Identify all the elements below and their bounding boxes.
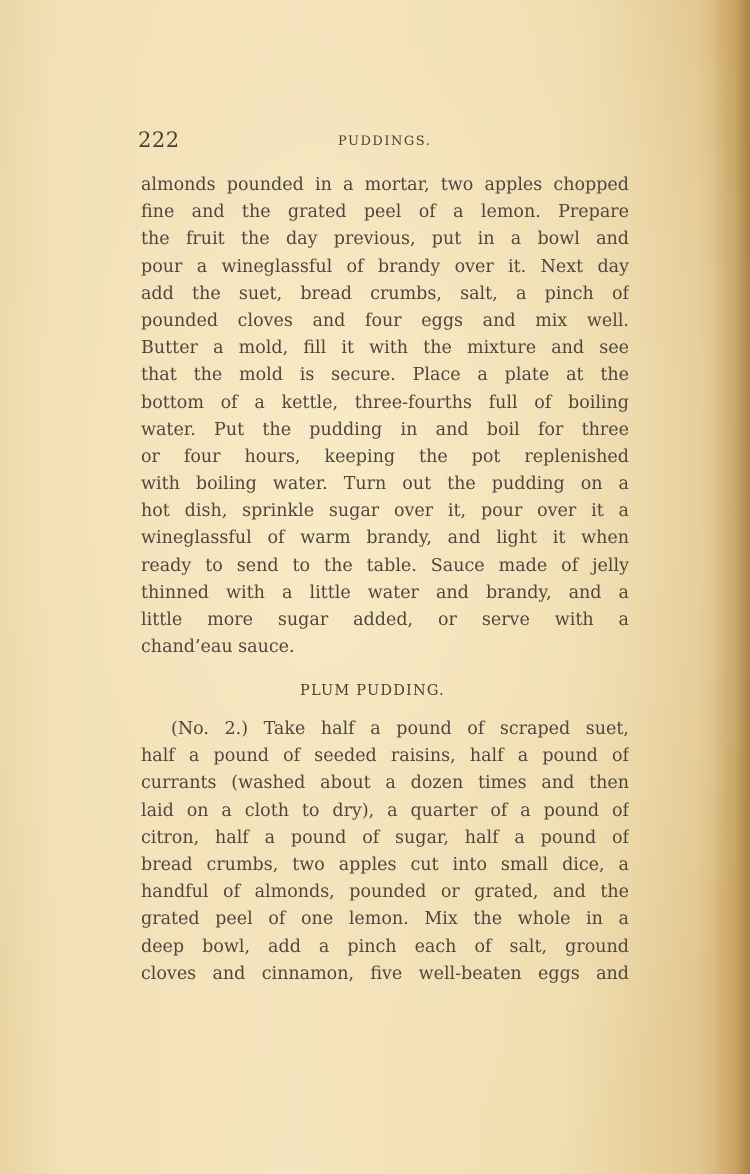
recipe-paragraph (141, 716, 629, 988)
text-line: add the suet, bread crumbs, salt, a pinch of (141, 283, 629, 304)
text-line: cloves and cinnamon, five well-beaten eggs and (141, 963, 629, 984)
page-edge-shadow (712, 0, 750, 1174)
text-line: or four hours, keeping the pot replenished (141, 446, 629, 467)
text-line: thinned with a little water and brandy, and a (141, 582, 629, 603)
text-line: laid on a cloth to dry), a quarter of a pound of (141, 800, 629, 821)
text-line: (No. 2.) Take half a pound of scraped suet, (171, 719, 629, 739)
text-line: bottom of a kettle, three-fourths full of boiling (141, 392, 629, 413)
text-line: currants (washed about a dozen times and then (141, 773, 629, 794)
running-head: PUDDINGS. (338, 134, 432, 149)
text-line: that the mold is secure. Place a plate at the (141, 365, 629, 386)
text-line: chand’eau sauce. (141, 637, 295, 658)
text-line: citron, half a pound of sugar, half a pound of (141, 827, 629, 848)
text-line: handful of almonds, pounded or grated, and the (141, 882, 629, 903)
text-line: grated peel of one lemon. Mix the whole in a (141, 909, 629, 930)
text-line: half a pound of seeded raisins, half a pound of (141, 746, 629, 767)
text-line: pounded cloves and four eggs and mix well. (141, 310, 629, 331)
text-line: Butter a mold, fill it with the mixture and see (141, 338, 629, 359)
recipe-paragraph-continued (141, 172, 629, 661)
text-line: fine and the grated peel of a lemon. Prepare (141, 202, 629, 223)
text-line: pour a wineglassful of brandy over it. Next day (141, 256, 629, 277)
page-header (138, 128, 638, 158)
text-line: deep bowl, add a pinch each of salt, ground (141, 936, 629, 957)
text-line: bread crumbs, two apples cut into small dice, a (141, 854, 629, 875)
text-line: almonds pounded in a mortar, two apples chopped (141, 175, 629, 195)
section-title: PLUM PUDDING. (300, 683, 445, 699)
text-line: ready to send to the table. Sauce made of jelly (141, 555, 629, 576)
text-line: little more sugar added, or serve with a (141, 610, 629, 630)
text-line: with boiling water. Turn out the pudding on a (141, 474, 629, 495)
page-number: 222 (138, 128, 180, 152)
text-line: the fruit the day previous, put in a bowl and (141, 229, 629, 250)
text-line: wineglassful of warm brandy, and light it when (141, 528, 629, 549)
text-line: water. Put the pudding in and boil for three (141, 419, 629, 440)
text-line: hot dish, sprinkle sugar over it, pour over it a (141, 501, 629, 522)
